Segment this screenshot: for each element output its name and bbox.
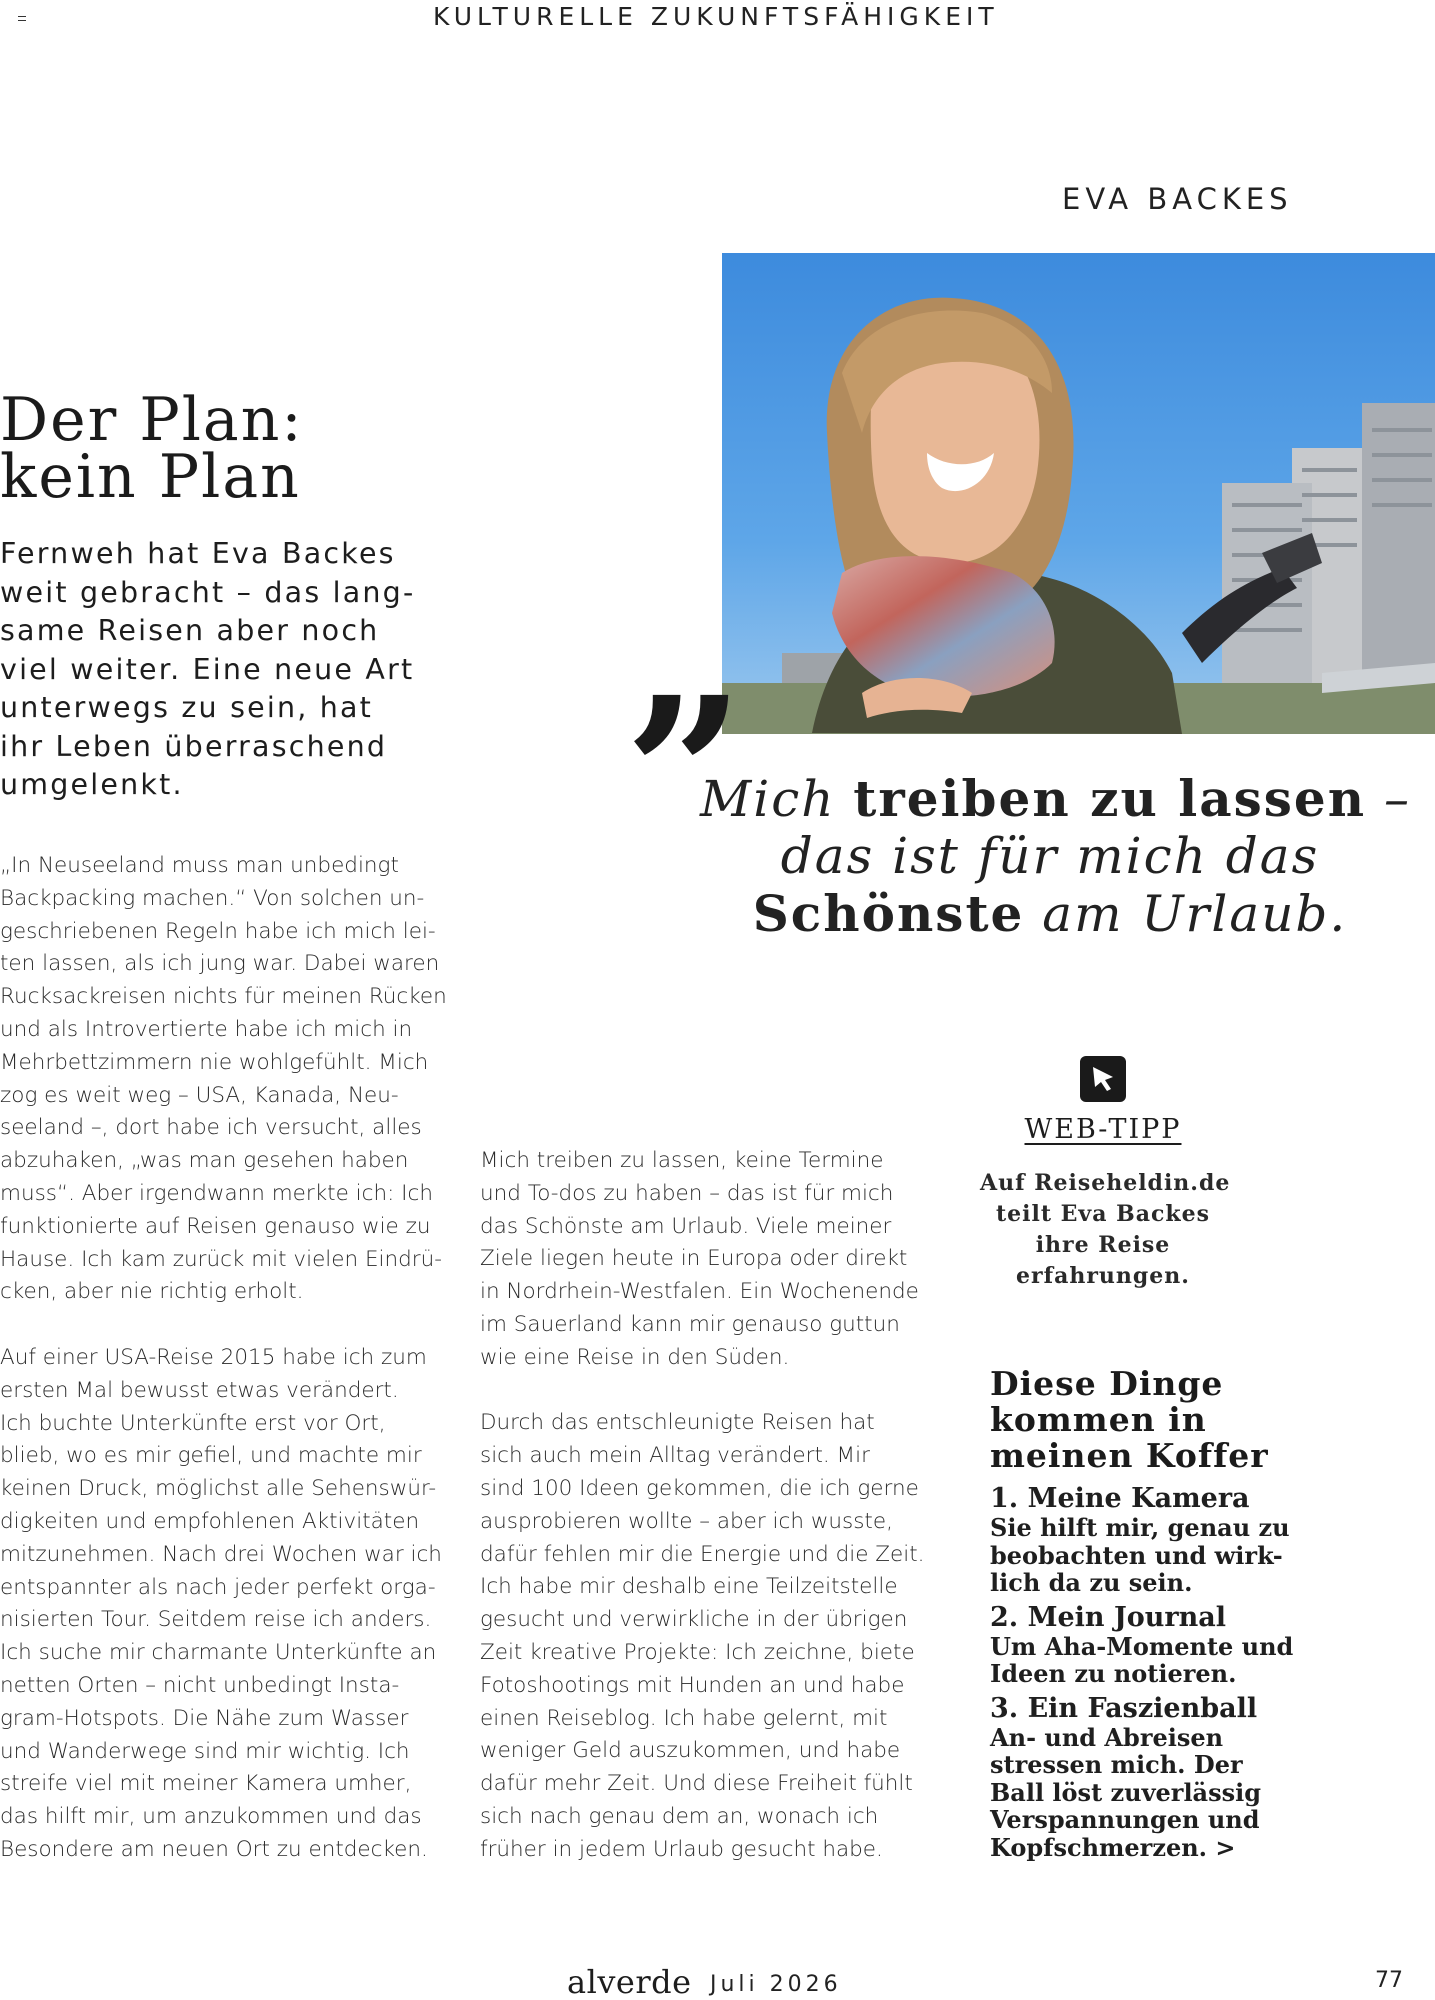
body-line: netten Orten – nicht unbedingt Insta- [0,1672,400,1698]
list-item-text [990,1724,1310,1862]
list-item-line: stressen mich. Der [990,1750,1243,1779]
body-line: funktionierte auf Reisen genauso wie zu [0,1213,431,1239]
quote-emphasis: treiben zu lassen [853,769,1367,828]
quote-text: Mich [700,770,854,828]
quote-line [700,828,1400,885]
body-line: entspannter als nach jeder perfekt orga- [0,1574,436,1600]
list-item-text [990,1514,1310,1597]
lead-line: ihr Leben überraschend [0,729,388,763]
list-item-line: beobachten und wirk- [990,1540,1283,1570]
body-line: sind 100 Ideen gekommen, die ich gerne [480,1475,919,1501]
cursor-arrow-icon [1080,1056,1126,1102]
lead-line: umgelenkt. [0,768,184,801]
quote-text: am Urlaub. [1024,885,1348,943]
body-line: abzuhaken, „was man gesehen haben [0,1148,409,1174]
body-line: blieb, wo es mir gefiel, und machte mir [0,1443,422,1469]
list-item-title: 2. Mein Journal [990,1601,1226,1633]
section-label: KULTURELLE ZUKUNFTSFÄHIGKEIT [433,2,999,31]
lead-line: unterwegs zu sein, hat [0,691,374,724]
list-item-line: An- und Abreisen [990,1722,1224,1752]
list-item [990,1603,1310,1688]
body-column-2 [480,1145,930,1867]
issue-date: Juli 2026 [710,1972,842,1997]
body-line: und To-dos zu haben – das ist für mich [480,1180,894,1206]
web-tipp-line: ihre Reise [1035,1232,1171,1258]
body-line: ersten Mal bewusst etwas verändert. [0,1377,399,1403]
list-item-line: Ideen zu notieren. [990,1659,1237,1688]
packing-title-line: kommen in [990,1400,1207,1439]
quote-text: – [1366,770,1411,828]
list-item-line: Ball löst zuverlässig [990,1777,1262,1807]
lead-line: weit gebracht – das lang- [0,575,416,609]
body-line: gesucht und verwirkliche in der übrigen [480,1607,908,1633]
list-item-line: lich da zu sein. [990,1568,1193,1597]
body-line: Fotoshootings mit Hunden an und habe [480,1672,905,1698]
body-line: Ich buchte Unterkünfte erst vor Ort, [0,1410,386,1436]
list-item-line: Kopfschmerzen. > [990,1832,1236,1862]
list-item [990,1484,1310,1597]
body-line: sich auch mein Alltag verändert. Mir [480,1443,870,1469]
body-line: und als Introvertierte habe ich mich in [0,1016,413,1042]
body-line: geschriebenen Regeln habe ich mich lei- [0,918,436,944]
quote-line [700,885,1400,943]
body-line: Mich treiben zu lassen, keine Termine [480,1148,884,1173]
headline-line: kein Plan [0,442,301,512]
list-item-title: 1. Meine Kamera [990,1483,1250,1514]
web-tipp-text [980,1168,1231,1292]
lead-line: same Reisen aber noch [0,614,380,647]
quote-mark-icon: ” [624,651,745,898]
body-line: weniger Geld auszukommen, und habe [480,1738,901,1764]
body-line: Ziele liegen heute in Europa oder direkt [480,1246,908,1272]
packing-list [990,1484,1310,1867]
quote-text: das ist für mich das [780,827,1320,885]
body-line: ten lassen, als ich jung war. Dabei waren [0,951,440,977]
headline-line: Der Plan: [0,385,304,455]
body-line: streife viel mit meiner Kamera umher, [0,1771,412,1797]
menu-mark-icon [18,16,26,21]
body-line: Mehrbettzimmern nie wohlgefühlt. Mich [0,1049,429,1075]
list-item-line: Sie hilft mir, genau zu [990,1513,1290,1542]
body-line: sich nach genau dem an, wonach ich [480,1803,879,1829]
body-line: muss“. Aber irgendwann merkte ich: Ich [0,1180,433,1206]
body-line: „In Neuseeland muss man unbedingt [0,853,399,878]
body-line: Ich habe mir deshalb eine Teilzeitstelle [480,1574,898,1600]
list-item-line: Um Aha-Momente und [990,1631,1294,1661]
packing-title-line: Diese Dinge [990,1364,1224,1403]
quote-line [700,769,1411,828]
quote-emphasis: Schönste [752,884,1025,943]
body-line: zog es weit weg – USA, Kanada, Neu- [0,1082,399,1108]
list-item-title: 3. Ein Faszienball [990,1692,1258,1724]
body-column-1 [0,850,450,1867]
body-line: seeland –, dort habe ich versucht, alles [0,1115,422,1141]
page-number: 77 [1375,1968,1403,1993]
body-line: keinen Druck, möglichst alle Sehenswür- [0,1476,437,1502]
lead-line: Fernweh hat Eva Backes [0,537,396,570]
body-line: Backpacking machen.“ Von solchen un- [0,885,425,911]
web-tipp-line: teilt Eva Backes [995,1201,1211,1227]
body-line: Hause. Ich kam zurück mit vielen Eindrü- [0,1246,443,1272]
body-line: im Sauerland kann mir genauso guttun [480,1311,900,1337]
packing-list-title [990,1366,1269,1474]
body-line: Rucksackreisen nichts für meinen Rücken [0,984,447,1010]
body-line: das hilft mir, um anzukommen und das [0,1804,422,1830]
author-name: EVA BACKES [1062,182,1293,216]
pull-quote [700,769,1411,943]
lead-paragraph [0,535,450,805]
list-item-text [990,1633,1310,1688]
body-line: Zeit kreative Projekte: Ich zeichne, biete [480,1639,915,1665]
body-line: Auf einer USA-Reise 2015 habe ich zum [0,1344,427,1370]
list-item [990,1694,1310,1862]
body-line: das Schönste am Urlaub. Viele meiner [480,1213,892,1239]
body-line: dafür fehlen mir die Energie und die Zeit. [480,1541,925,1567]
body-line: nisierten Tour. Seitdem reise ich anders. [0,1607,432,1633]
lead-line: viel weiter. Eine neue Art [0,652,415,686]
body-line: einen Reiseblog. Ich habe gelernt, mit [480,1705,888,1731]
body-line: in Nordrhein-Westfalen. Ein Wochenende [480,1279,919,1305]
body-line: cken, aber nie richtig erholt. [0,1279,304,1305]
body-line: Besondere am neuen Ort zu entdecken. [0,1836,428,1862]
headline [0,385,304,512]
body-line: gram-Hotspots. Die Nähe zum Wasser [0,1705,409,1731]
body-line: wie eine Reise in den Süden. [480,1344,790,1370]
list-item-line: Verspannungen und [990,1805,1260,1834]
packing-title-line: meinen Koffer [990,1436,1269,1475]
magazine-logo: alverde [567,1963,692,2000]
web-tipp-line: erfahrungen. [1016,1263,1190,1289]
body-line: Durch das entschleunigte Reisen hat [480,1410,875,1436]
body-line: ausprobieren wollte – aber ich wusste, [480,1508,893,1534]
body-line: Ich suche mir charmante Unterkünfte an [0,1640,437,1666]
body-line: dafür mehr Zeit. Und diese Freiheit fühlt [480,1771,913,1797]
body-line: digkeiten und empfohlenen Aktivitäten [0,1508,420,1534]
web-tipp-line: Auf Reiseheldin.de [980,1170,1231,1196]
body-line: und Wanderwege sind mir wichtig. Ich [0,1738,410,1764]
web-tipp-title: WEB-TIPP [1024,1114,1182,1145]
body-line: früher in jedem Urlaub gesucht habe. [480,1836,883,1862]
body-line: mitzunehmen. Nach drei Wochen war ich [0,1541,442,1567]
author-photo [722,253,1435,734]
